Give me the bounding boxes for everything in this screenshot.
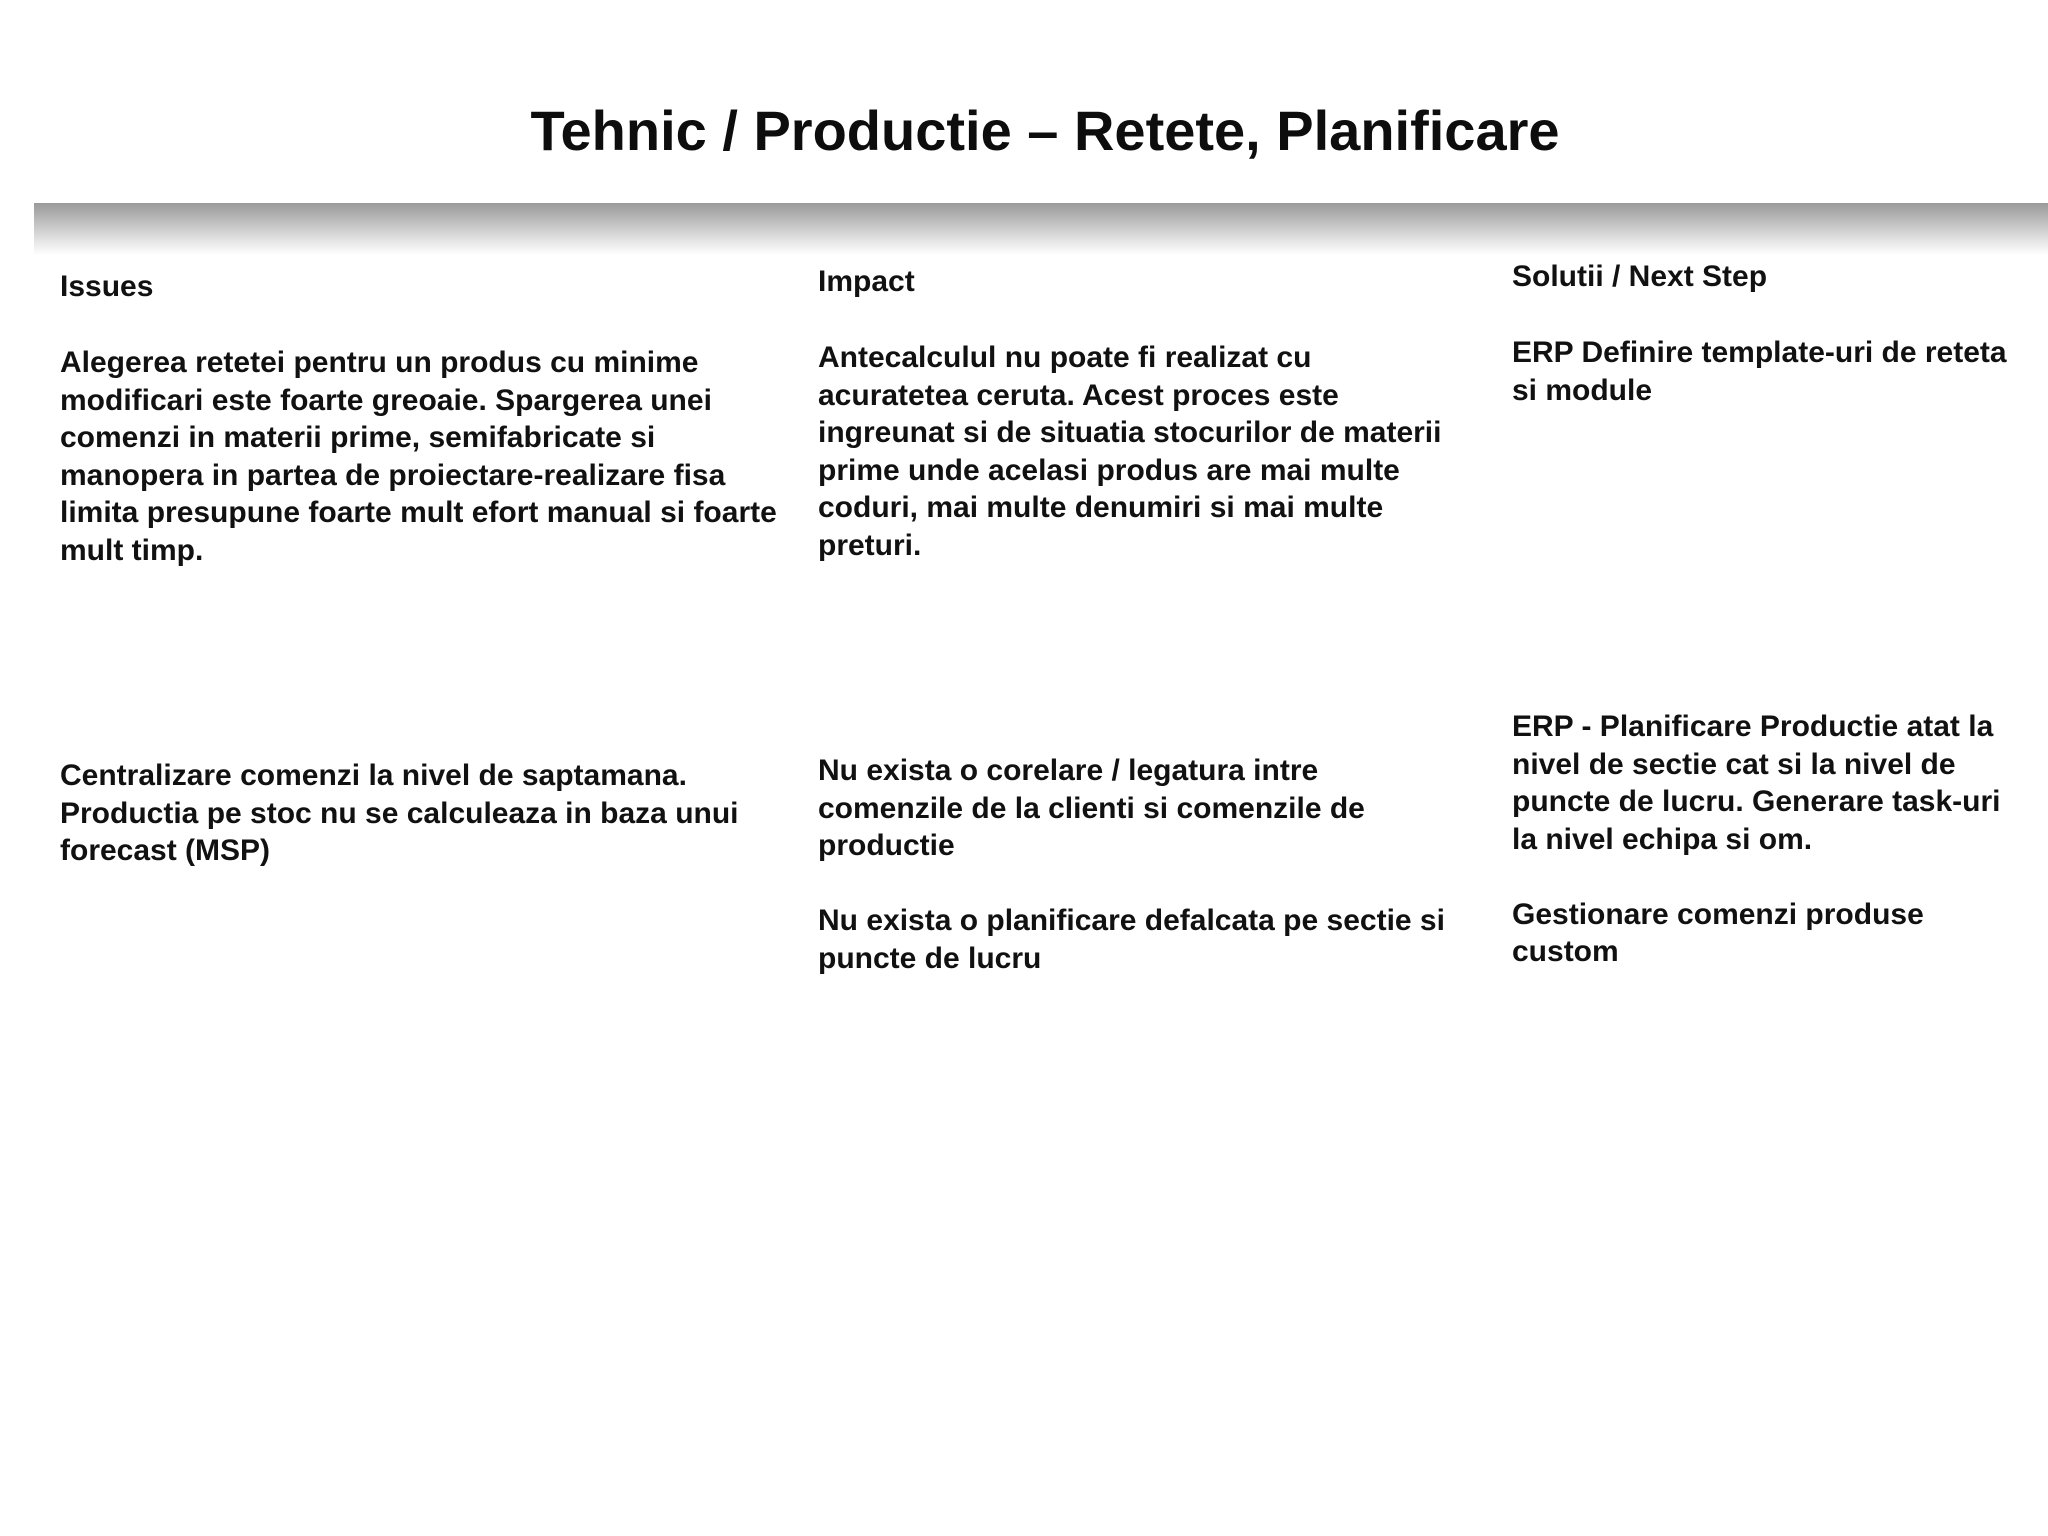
column-header-issues-label: Issues [60, 270, 154, 303]
column-header-impact [818, 263, 1468, 301]
column-header-impact-label: Impact [818, 265, 915, 298]
row-2-solutii-cell [1512, 708, 2032, 971]
row-2-impact-text-1: Nu exista o corelare / legatura intre comenzile de la clienti si comenzile de productie [818, 754, 1365, 862]
row-1-impact-text: Antecalculul nu poate fi realizat cu acuratetea ceruta. Acest proces este ingreunat si de situatia stocurilor de materii prime unde acelasi produs are mai multe coduri, mai multe denumiri si mai multe preturi. [818, 341, 1442, 562]
row-1-issues-cell [60, 344, 790, 569]
column-header-solutii-label: Solutii / Next Step [1512, 260, 1768, 293]
paragraph-gap [1512, 858, 2032, 896]
row-1-solutii-text: ERP Definire template-uri de reteta si module [1512, 336, 2007, 407]
column-header-solutii [1512, 258, 2032, 296]
row-2-solutii-text-2: Gestionare comenzi produse custom [1512, 897, 1924, 968]
row-2-issues-text: Centralizare comenzi la nivel de saptamana. Productia pe stoc nu se calculeaza in baza unui forecast (MSP) [60, 759, 739, 867]
row-2-solutii-text-1: ERP - Planificare Productie atat la nivel de sectie cat si la nivel de puncte de lucru. Generare task-uri la nivel echipa si om. [1512, 710, 2001, 856]
row-2-impact-text-2: Nu exista o planificare defalcata pe sectie si puncte de lucru [818, 904, 1445, 975]
row-2-issues-cell [60, 757, 790, 870]
row-1-impact-cell [818, 339, 1468, 564]
column-header-issues [60, 268, 790, 306]
row-1-issues-text: Alegerea retetei pentru un produs cu minime modificari este foarte greoaie. Spargerea unei comenzi in materii prime, semifabricate si manopera in partea de proiectare-realizare fisa limita presupune foarte mult efort manual si foarte mult timp. [60, 346, 777, 567]
slide-title: Tehnic / Productie – Retete, Planificare [530, 99, 1560, 162]
row-1-solutii-cell [1512, 334, 2032, 409]
title-divider-bar [34, 203, 2048, 255]
paragraph-gap [818, 865, 1468, 903]
row-2-impact-cell [818, 752, 1468, 977]
